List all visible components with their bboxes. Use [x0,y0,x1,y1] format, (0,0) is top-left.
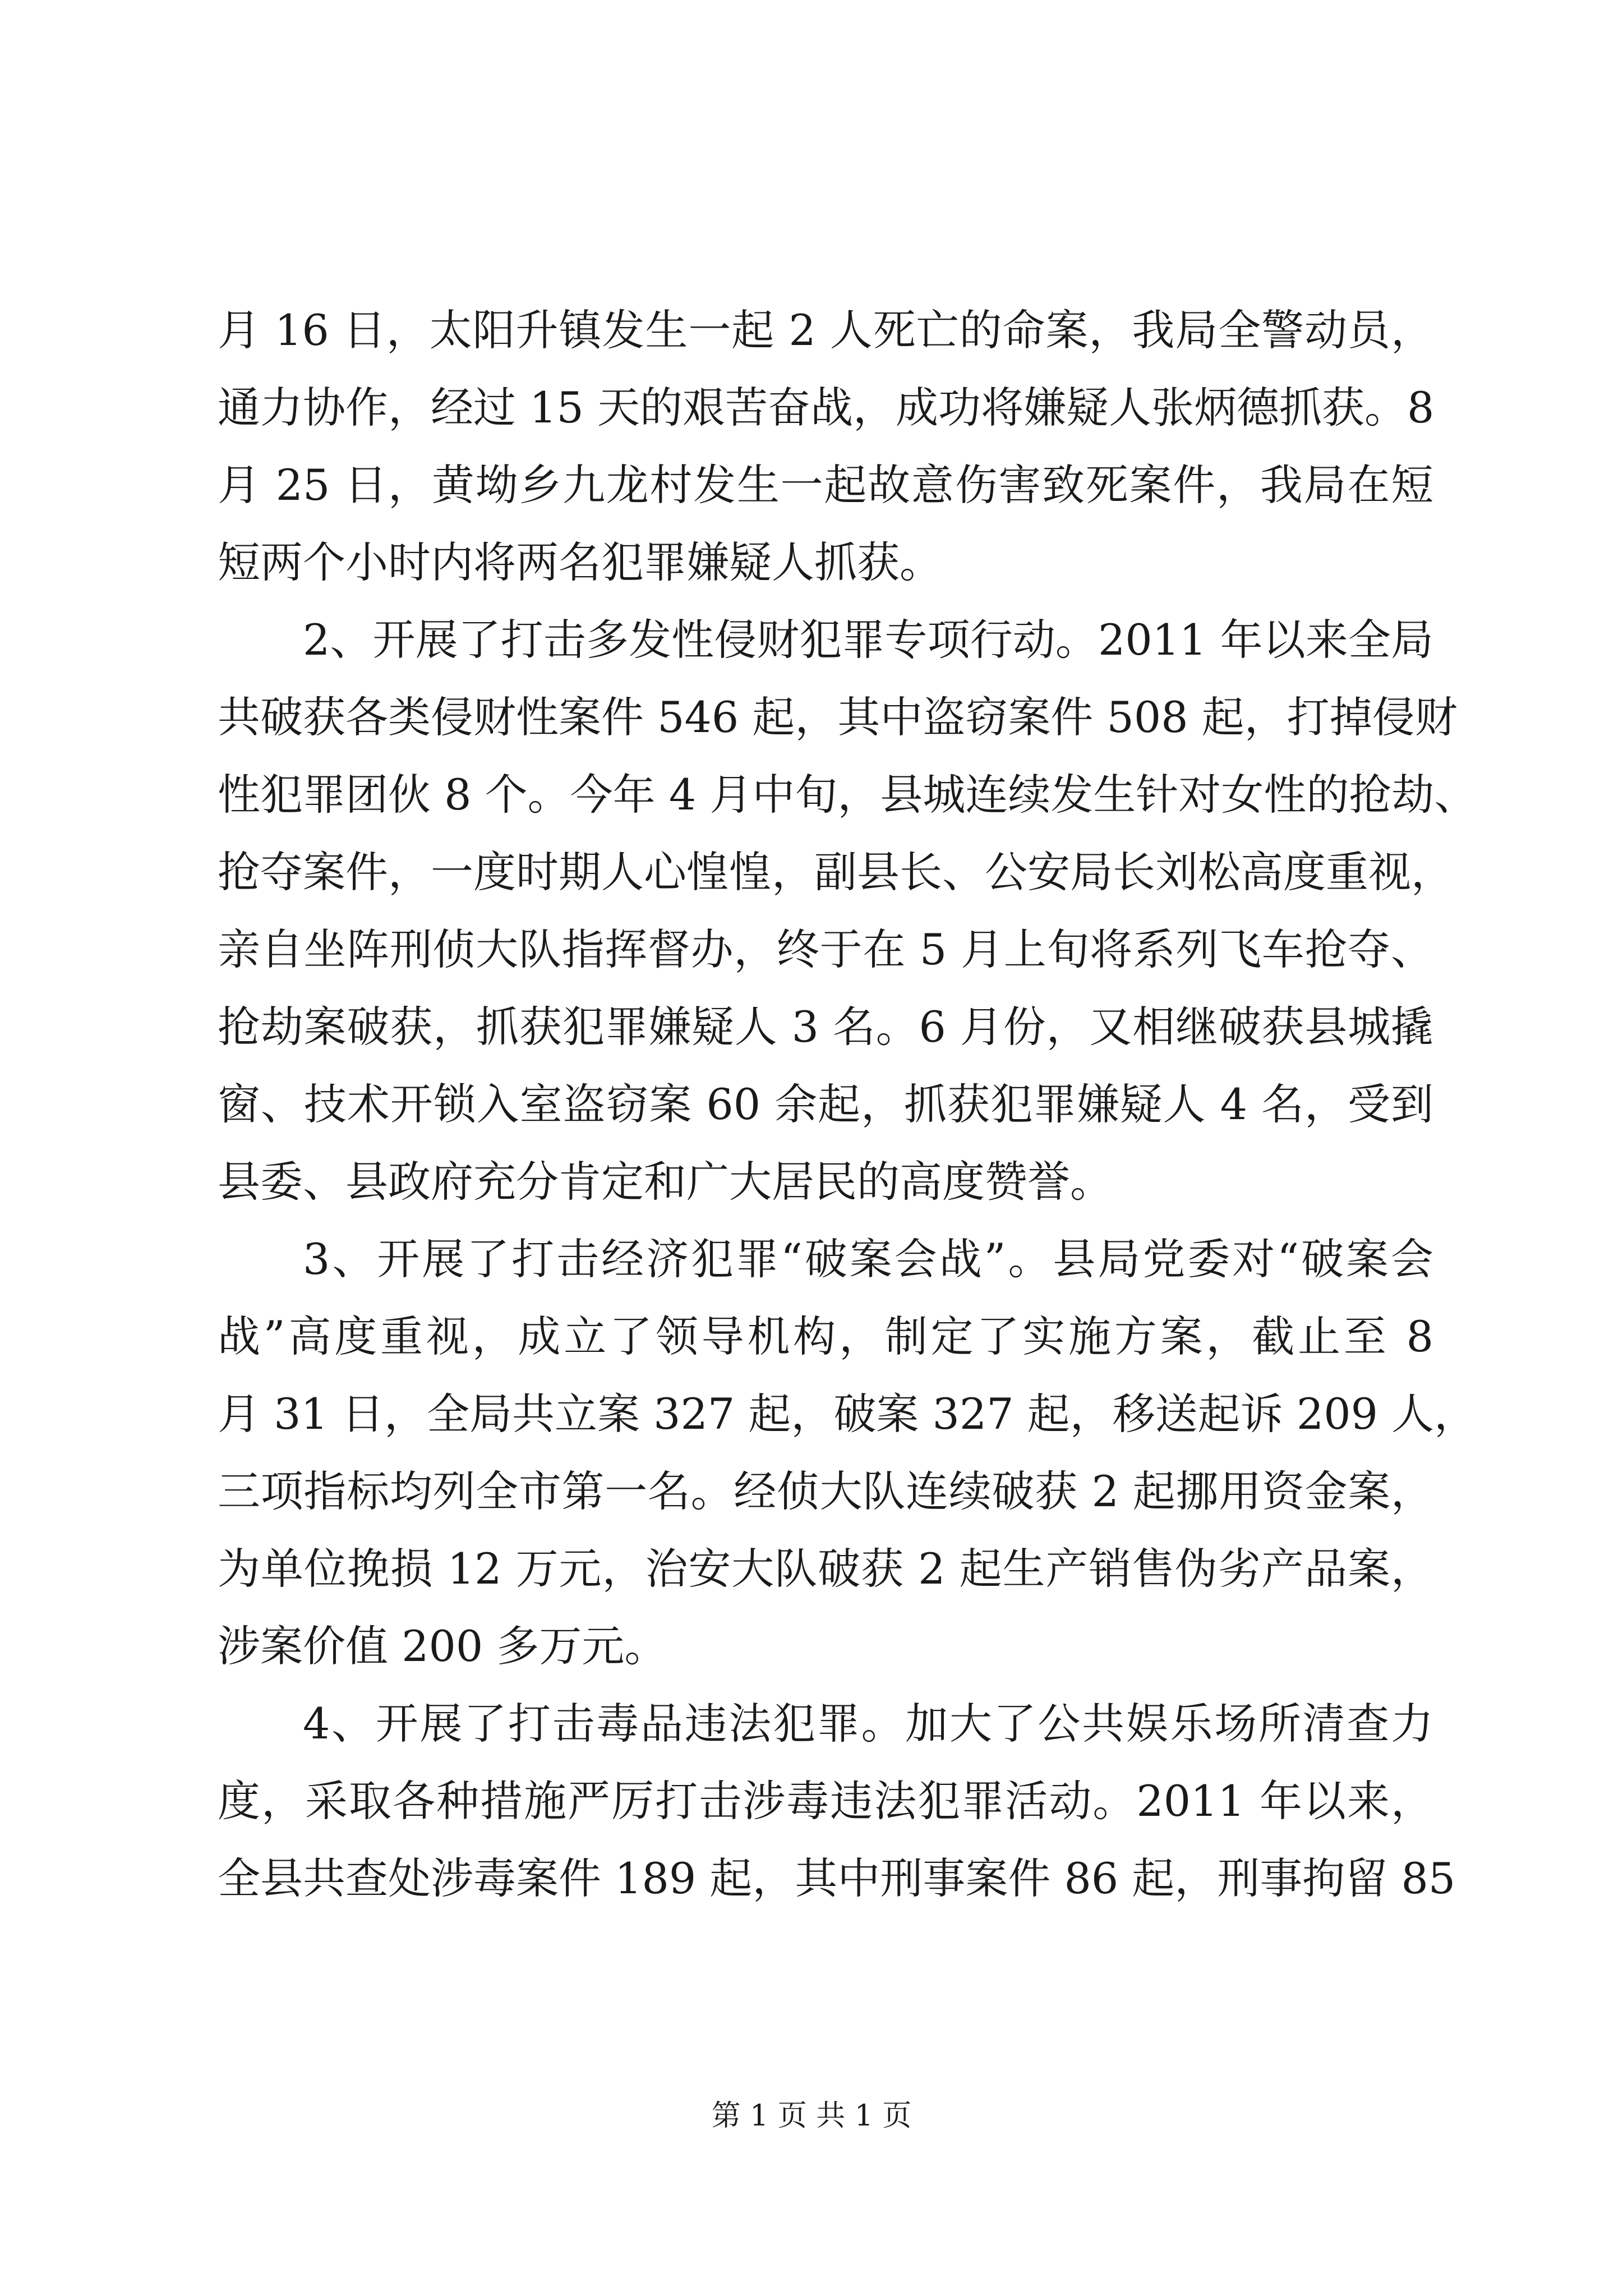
document-body [218,292,1477,1917]
text-line: 性犯罪团伙 8 个。今年 4 月中旬，县城连续发生针对女性的抢劫、 [218,770,1477,820]
text-line: 短两个小时内将两名犯罪嫌疑人抓获。 [218,537,942,587]
text-line: 抢劫案破获，抓获犯罪嫌疑人 3 名。6 月份，又相继破获县城撬 [218,1002,1433,1052]
text-line: 3、开展了打击经济犯罪“破案会战”。县局党委对“破案会 [303,1234,1433,1284]
text-line: 为单位挽损 12 万元，治安大队破获 2 起生产销售伪劣产品案， [218,1544,1433,1594]
text-line: 窗、技术开锁入室盗窃案 60 余起，抓获犯罪嫌疑人 4 名，受到 [218,1079,1433,1129]
text-line: 涉案价值 200 多万元。 [218,1621,667,1671]
text-line: 通力协作，经过 15 天的艰苦奋战，成功将嫌疑人张炳德抓获。8 [218,383,1435,432]
text-line: 全县共查处涉毒案件 189 起，其中刑事案件 86 起，刑事拘留 85 [218,1853,1456,1903]
text-line: 度，采取各种措施严厉打击涉毒违法犯罪活动。2011 年以来， [218,1776,1433,1826]
text-line: 月 25 日，黄坳乡九龙村发生一起故意伤害致死案件，我局在短 [218,460,1433,510]
text-line: 2、开展了打击多发性侵财犯罪专项行动。2011 年以来全局 [303,615,1433,665]
text-line: 4、开展了打击毒品违法犯罪。加大了公共娱乐场所清查力 [303,1699,1433,1749]
text-line: 战”高度重视，成立了领导机构，制定了实施方案，截止至 8 [218,1312,1433,1361]
text-line: 共破获各类侵财性案件 546 起，其中盗窃案件 508 起，打掉侵财 [218,692,1458,742]
text-line: 月 16 日，太阳升镇发生一起 2 人死亡的命案，我局全警动员， [218,305,1433,355]
text-line: 月 31 日，全局共立案 327 起，破案 327 起，移送起诉 209 人， [218,1389,1477,1439]
page-number-label: 第 1 页 共 1 页 [711,2099,912,2133]
text-line: 三项指标均列全市第一名。经侦大队连续破获 2 起挪用资金案， [218,1466,1433,1516]
text-line: 亲自坐阵刑侦大队指挥督办，终于在 5 月上旬将系列飞车抢夺、 [218,924,1433,974]
text-line: 抢夺案件，一度时期人心惶惶，副县长、公安局长刘松高度重视， [218,847,1454,897]
page-footer [0,2098,1623,2134]
text-line: 县委、县政府充分肯定和广大居民的高度赞誉。 [218,1157,1113,1207]
